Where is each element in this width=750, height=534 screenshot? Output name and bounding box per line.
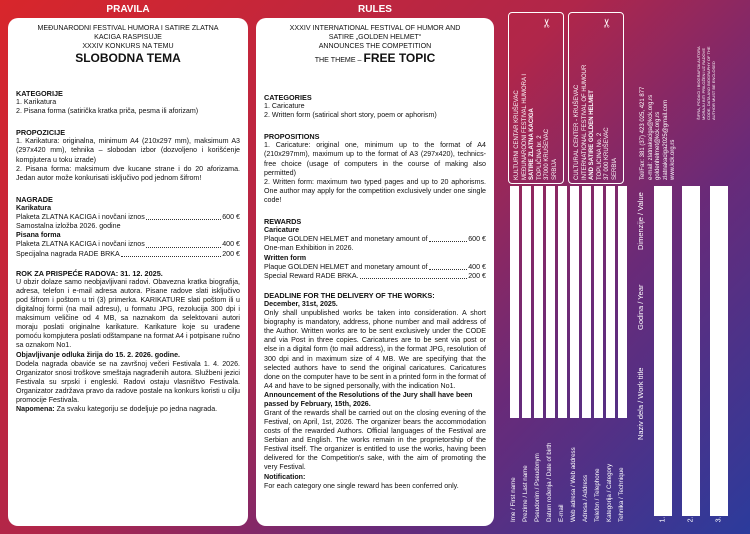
rules-rewards-title: REWARDS: [264, 216, 302, 226]
contact-line-5: www.kck.org.rs: [670, 139, 676, 180]
rules-intro-2: SATIRE „GOLDEN HELMET“: [328, 33, 422, 42]
pravila-panel: [8, 18, 248, 526]
pravila-intro-1: MEĐUNARODNI FESTIVAL HUMORA I SATIRE ZLATNA: [37, 24, 219, 32]
contact-line-1: Tel/Fax: 381 (37) 423 025, 421 877: [640, 86, 646, 180]
rules-reward-3-amt: 200 €: [468, 271, 486, 280]
header-value: Dimenzije / Value: [636, 192, 645, 250]
pravila-results-title: Objavljivanje odluka žirija do 15. 2. 2026. godine.: [16, 350, 181, 359]
label-web-address: Web adresa / Web address: [570, 447, 577, 522]
entry-form: [500, 10, 746, 528]
rules-note-text: For each category one single reward has been conferred only.: [264, 481, 459, 490]
header-year: Godina / Year: [636, 284, 645, 330]
rules-reward-2-amt: 400 €: [468, 262, 486, 271]
label-first-name: Ime / First name: [510, 477, 517, 522]
rules-prop-2: 2. Written form: maximum two typed pages and up to 20 aphorisms. One author may apply for the competition exclusively under one single code!: [264, 177, 486, 204]
address1-line-3: SATIRE ZLATNA KACIGA: [529, 108, 535, 180]
rules-prop-title: PROPOSITIONS: [264, 132, 320, 142]
pravila-cat-1: 1. Karikatura: [16, 97, 57, 106]
contact-line-3: goldenhelmet@kck.org.rs: [655, 111, 661, 180]
field-email[interactable]: [558, 186, 567, 418]
address1-line-5: 37000 KRUŠEVAC: [544, 129, 550, 180]
pravila-award-2: Plaketa ZLATNA KACIGA i novčani iznos: [16, 240, 145, 249]
address1-line-1: KULTURNI CENTAR KRUŠEVAC: [514, 90, 520, 180]
field-pseudonym[interactable]: [534, 186, 543, 418]
address1-line-4: TOPLIČINA br. 2: [536, 135, 543, 180]
pravila-award-3: Specijalna nagrada RADE BRKA: [16, 249, 120, 258]
label-category: Kategorija / Category: [606, 463, 613, 522]
address2-line-2: INTERNATIONAL FESTIVAL OF HUMOUR: [581, 64, 588, 180]
pravila-header: PRAVILA: [106, 4, 150, 15]
field-technique[interactable]: [618, 186, 627, 418]
pravila-note-label: Napomena:: [16, 405, 55, 414]
rules-deadline-date: December, 31st, 2025.: [264, 300, 338, 309]
pravila-prop-title: PROPOZICIJE: [16, 128, 66, 138]
pravila-awards-title: NAGRADE: [16, 194, 53, 204]
work-row-2[interactable]: [682, 186, 700, 516]
rules-reward-2: Plaque GOLDEN HELMET and monetary amount of: [264, 262, 428, 271]
rules-cat-title: CATEGORIES: [264, 92, 312, 102]
work-row-1[interactable]: [654, 186, 672, 516]
pravila-intro-2: KACIGA RASPISUJE: [94, 33, 162, 42]
rules-prop-1: 1. Caricature: original one, minimum up to the format of A4 (210x297mm), maximum up to the format of A3 (297x420), technics-free choice (usage of computers in the course of making also permitted): [264, 141, 486, 177]
field-telephone[interactable]: [594, 186, 603, 418]
label-date-of-birth: Datum rođenja / Date of birth: [546, 442, 553, 522]
pravila-deadline-title: ROK ZA PRISPEĆE RADOVA: 31. 12. 2025.: [16, 268, 163, 278]
pravila-award-1b: Samostalna izložba 2026. godine: [16, 222, 121, 231]
field-category[interactable]: [606, 186, 615, 418]
scissors-icon-1: ✂: [540, 17, 555, 29]
address2-line-6: SERBIA: [611, 157, 618, 180]
address-text-2: [574, 65, 619, 180]
label-last-name: Prezime / Last name: [522, 465, 529, 522]
pravila-award-1-amt: 600 €: [222, 213, 240, 222]
pravila-theme: SLOBODNA TEMA: [75, 51, 181, 66]
pravila-award-1: Plaketa ZLATNA KACIGA i novčani iznos: [16, 213, 145, 222]
address1-line-6: SRBIJA: [551, 158, 558, 180]
pravila-intro-3: XXXIV KONKURS NA TEMU: [82, 42, 174, 51]
contact-text: [640, 87, 678, 180]
rules-panel: [256, 18, 494, 526]
work-row-3[interactable]: [710, 186, 728, 516]
address2-line-3: AND SATIRE GOLDEN HELMET: [589, 90, 595, 180]
label-address: Adresa / Address: [582, 474, 589, 522]
row-num-1: 1.: [659, 516, 667, 523]
field-address[interactable]: [582, 186, 591, 418]
rules-results-title: Announcement of the Resolutions of the Jury shall have been passed by February, 15th, 2026.: [264, 390, 473, 408]
rules-cat-1: 1. Caricature: [264, 101, 305, 110]
header-work-title: Naziv dela / Work title: [636, 367, 645, 440]
pravila-awards-pis: Pisana forma: [16, 231, 61, 240]
address1-line-2: MEĐUNARODNI FESTIVAL HUMORA I: [521, 73, 528, 180]
field-last-name[interactable]: [522, 186, 531, 418]
label-email: E-mail: [558, 504, 565, 522]
pravila-results-text: Dodela nagrada obaviće se na završnoj večeri Festivala 1. 4. 2026. Organizator snosi troškove smeštaja nagrađenih autora. Službeni jezici Festivala su srpski i engleski. Radovi ostaju vlasništvo Festivala. Organizator zadržava pravo da radove postale na konkurs koristi u cilju promocije Festivala.: [16, 359, 240, 404]
rules-reward-1: Plaque GOLDEN HELMET and monetary amount of: [264, 235, 428, 244]
label-telephone: Telefon / Telephone: [594, 468, 601, 522]
note-line-1: ŠIFRA, PODACI I BIOGRAFIJA AUTORA: [696, 46, 701, 120]
rules-header: RULES: [358, 4, 392, 15]
address2-line-1: CULTURAL CENTER - KRUŠEVAC: [574, 84, 580, 180]
pravila-deadline-text: U obzir dolaze samo neobjavljivani radovi. Obavezna kratka biografija, adresa, telefon i e-mail adresa autora. Pisane radove slati isključivo pod šifrom i poštom u tri (3) primerka. KARIKATURE slati poštom ili u digitalnoj formi (na mail adresu), u formatu JPG, rezolucija 300 dpi i maksimum veličine od 4 MB, sa naznakom da selektovani autori moraju poslati originalne karikature. Karikature koje su urađene pomoću kompjutera poslati odštampane na format A4 i potpisane ručno sa oznakom No1.: [16, 277, 240, 350]
field-first-name[interactable]: [510, 186, 519, 418]
rules-reward-1b: One-man Exhibition in 2026.: [264, 244, 354, 253]
pravila-award-2-amt: 400 €: [222, 240, 240, 249]
note-line-4: AUTHOR MUST BE ENCLOSED: [711, 61, 716, 120]
pravila-prop-1: 1. Karikatura: originalna, minimum A4 (210x297 mm), maksimum A3 (297x420 mm), tehnika – slobodan izbor (dozvoljeno i korišćenje kompjutera u toku izrade): [16, 137, 240, 164]
rules-note-title: Notification:: [264, 472, 306, 481]
rules-rewards-car: Caricature: [264, 226, 300, 235]
rules-cat-2: 2. Written form (satirical short story, poem or aphorism): [264, 111, 437, 119]
scissors-icon-2: ✂: [600, 17, 615, 29]
rules-reward-1-amt: 600 €: [468, 235, 486, 244]
rules-results-text: Grant of the rewards shall be carried out on the closing evening of the Festival, on April, 1st, 2026. The organizer bears the accommodation costs of the rewarded Authors. Official languages of the Festival are Serbian and English. The works remain in the proprietorship of the Festival itself. The organizer is entitled to use the works, having been delivered for the Competition's sake, with the aim of promoting the very Festival.: [264, 409, 486, 472]
address2-line-5: 37 000 KRUŠEVAC: [604, 127, 610, 180]
rules-intro-3: ANNOUNCES THE COMPETITION: [318, 42, 432, 51]
pravila-cat-2: 2. Pisana forma (satirička kratka priča, pesma ili aforizam): [16, 107, 199, 115]
field-date-of-birth[interactable]: [546, 186, 555, 418]
contact-line-4: zlatnakaciga2025@gmail.com: [662, 99, 669, 180]
contact-line-2: e-mail: zlatnakaciga@kck.org.rs: [647, 94, 654, 180]
row-num-3: 3.: [715, 516, 723, 523]
rules-theme: FREE TOPIC: [363, 51, 436, 66]
small-note-text: [696, 46, 716, 120]
note-line-3: CODE, DATA AND BIOGRAPHY OF THE: [706, 46, 711, 120]
row-num-2: 2.: [687, 516, 695, 523]
pravila-awards-car: Karikatura: [16, 204, 52, 213]
label-technique: Tehnika / Technique: [618, 467, 625, 522]
address2-line-4: TOPLICINA No. 2: [596, 132, 603, 180]
pravila-prop-2: 2. Pisana forma: maksimum dve kucane strane i do 20 aforizama. Jedan autor može konkurisati isključivo pod jednom šifrom!: [16, 164, 240, 182]
pravila-award-3-amt: 200 €: [222, 249, 240, 258]
pravila-note-text: Za svaku kategoriju se dodeljuje po jedna nagrada.: [56, 405, 218, 414]
label-pseudonym: Pseudonim / Pseudonym: [534, 453, 541, 522]
rules-theme-prefix: THE THEME –: [314, 56, 362, 65]
note-line-2: MORAJU BITI PRILOŽENI UZ RADOVE: [701, 47, 706, 120]
rules-reward-3: Special Reward RADE BRKA.: [264, 271, 359, 280]
field-web-address[interactable]: [570, 186, 579, 418]
rules-rewards-wr: Written form: [264, 253, 307, 262]
rules-deadline-title: DEADLINE FOR THE DELIVERY OF THE WORKS:: [264, 290, 435, 300]
pravila-cat-title: KATEGORIJE: [16, 88, 63, 98]
rules-intro-1: XXXIV INTERNATIONAL FESTIVAL OF HUMOR AND: [289, 24, 461, 32]
rules-deadline-text: Only shall unpublished works be taken into consideration. A short biography is mandatory, address, phone number and mail address of the Author. Written works are to be sent exclusively under the CODE and via Post in three copies. Caricatures are to be sent via post or else in a digital form (to mail address), in the format JPG, resolution of 300 dpi and in maximum size of 4 MB. We are specifying that the selected authors have to send the original caricatures. Caricatures done on the computer have to be sent in a printed form in the format of A4 and have to be signed personally, with the indication No1.: [264, 309, 487, 390]
address-text-1: [514, 74, 559, 180]
